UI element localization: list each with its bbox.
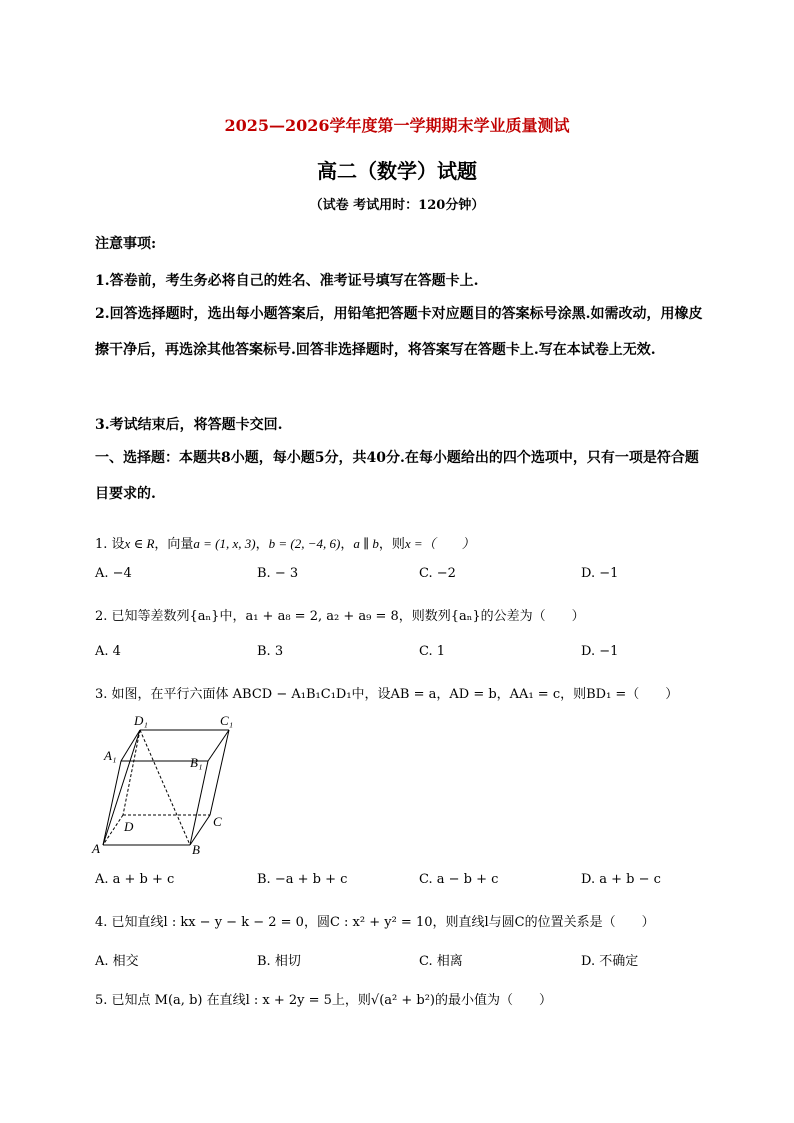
q1-end: ，则	[378, 537, 405, 552]
label-c1: C₁	[220, 713, 234, 728]
label-a: A	[92, 841, 100, 856]
label-c: C	[213, 814, 222, 829]
q1-condition: a ∥ b	[353, 536, 379, 551]
label-b: B	[192, 842, 200, 857]
q1-vector-b: b = (2, −4, 6)	[268, 536, 341, 551]
exam-info: （试卷 考试用时：120分钟）	[309, 198, 485, 213]
q1-option-c: C. −2	[419, 566, 456, 581]
q1-sep2: ，	[340, 537, 354, 552]
q2-option-c: C. 1	[419, 644, 446, 659]
q2-option-a: A. 4	[95, 644, 121, 659]
label-d: D	[124, 819, 134, 834]
exam-title: 2025—2026学年度第一学期期末学业质量测试	[224, 116, 570, 135]
question-4: 4. 已知直线l : kx − y − k − 2 = 0，圆C : x² + y² = 10，则直线l与圆C的位置关系是（ ）	[95, 915, 655, 930]
q4-option-a: A. 相交	[95, 954, 139, 969]
q2-option-b: B. 3	[257, 644, 284, 659]
q2-option-d: D. −1	[581, 644, 619, 659]
notice-item-2: 2.回答选择题时，选出每小题答案后，用铅笔把答题卡对应题目的答案标号涂黑.如需改动，用橡皮擦干净后，再选涂其他答案标号.回答非选择题时，将答案写在答题卡上.写在本试卷上无效.	[95, 306, 703, 358]
q4-option-b: B. 相切	[257, 954, 301, 969]
q1-mid: ，向量	[154, 537, 194, 552]
section-1-intro: 一、选择题：本题共8小题，每小题5分，共40分.在每小题给出的四个选项中，只有一项是符合题目要求的.	[95, 450, 699, 502]
question-3: 3. 如图，在平行六面体 ABCD − A₁B₁C₁D₁中，设AB = a，AD = b，AA₁ = c，则BD₁ =（ ）	[95, 687, 679, 702]
question-2: 2. 已知等差数列{aₙ}中，a₁ + a₈ = 2, a₂ + a₉ = 8，则数列{aₙ}的公差为（ ）	[95, 609, 585, 624]
diagonal-d1b-hidden	[140, 730, 190, 845]
q3-option-a: A. a + b + c	[95, 872, 175, 887]
q1-option-d: D. −1	[581, 566, 619, 581]
q4-option-d: D. 不确定	[581, 954, 639, 969]
q1-ask: x =（ ）	[404, 536, 475, 551]
edge-d1d-hidden	[123, 730, 140, 815]
label-a1: A₁	[104, 748, 117, 763]
edge-c1c	[210, 730, 229, 815]
notice-item-3: 3.考试结束后，将答题卡交回.	[95, 417, 283, 433]
q3-option-b: B. −a + b + c	[257, 872, 348, 887]
notice-item-1: 1.答卷前，考生务必将自己的姓名、准考证号填写在答题卡上.	[95, 273, 479, 289]
paper-subtitle: 高二（数学）试题	[317, 159, 477, 183]
label-b1: B₁	[190, 755, 203, 770]
question-1	[95, 533, 475, 552]
q1-sep1: ，	[255, 537, 269, 552]
notice-heading: 注意事项:	[95, 236, 157, 252]
q4-option-c: C. 相离	[419, 954, 463, 969]
q1-prefix: 1. 设	[95, 537, 125, 552]
question-5: 5. 已知点 M(a, b) 在直线l : x + 2y = 5上，则√(a² + b²)的最小值为（ ）	[95, 993, 553, 1008]
q1-option-b: B. − 3	[257, 566, 299, 581]
q1-option-a: A. −4	[95, 566, 132, 581]
q3-option-c: C. a − b + c	[419, 872, 499, 887]
label-d1: D₁	[134, 713, 148, 728]
q3-option-d: D. a + b − c	[581, 872, 661, 887]
q1-math: x ∈ R	[124, 536, 155, 551]
parallelepiped-figure	[90, 705, 250, 860]
q1-vector-a: a = (1, x, 3)	[193, 536, 256, 551]
